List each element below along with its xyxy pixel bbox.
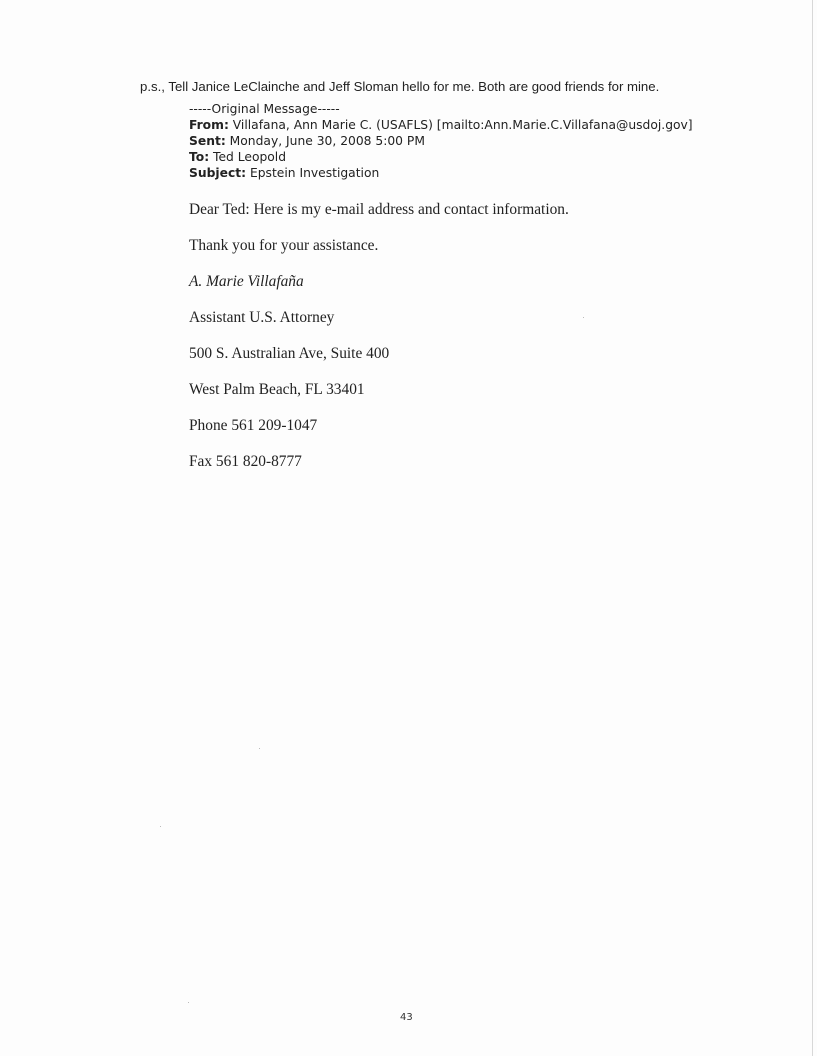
to-row (189, 149, 693, 165)
subject-label: Subject: (189, 166, 247, 180)
scan-speck (160, 826, 161, 827)
to-value: Ted Leopold (213, 150, 287, 164)
address-line-2: West Palm Beach, FL 33401 (189, 381, 365, 398)
sent-label: Sent: (189, 134, 226, 148)
to-label: To: (189, 150, 210, 164)
scan-edge-line (812, 0, 813, 1056)
signature-name: A. Marie Villafaña (189, 273, 304, 290)
original-message-separator: -----Original Message----- (189, 102, 340, 116)
signature-title: Assistant U.S. Attorney (189, 309, 335, 326)
scan-speck (259, 748, 260, 749)
address-line-1: 500 S. Australian Ave, Suite 400 (189, 345, 390, 362)
subject-value: Epstein Investigation (249, 166, 380, 180)
phone-line: Phone 561 209-1047 (189, 417, 318, 434)
original-message-header (189, 101, 693, 181)
scan-speck (583, 317, 584, 318)
page-number: 43 (400, 1012, 413, 1023)
postscript-line: p.s., Tell Janice LeClainche and Jeff Sloman hello for me. Both are good friends for mine. (140, 79, 660, 94)
fax-line: Fax 561 820-8777 (189, 453, 302, 470)
sent-value: Monday, June 30, 2008 5:00 PM (229, 134, 425, 148)
subject-row (189, 165, 693, 181)
scan-speck (188, 1002, 189, 1003)
greeting-line: Dear Ted: Here is my e-mail address and contact information. (189, 201, 569, 218)
sent-row (189, 133, 693, 149)
from-label: From: (189, 118, 229, 132)
thanks-line: Thank you for your assistance. (189, 237, 379, 254)
from-row (189, 117, 693, 133)
from-value: Villafana, Ann Marie C. (USAFLS) [mailto:Ann.Marie.C.Villafana@usdoj.gov] (232, 118, 693, 132)
